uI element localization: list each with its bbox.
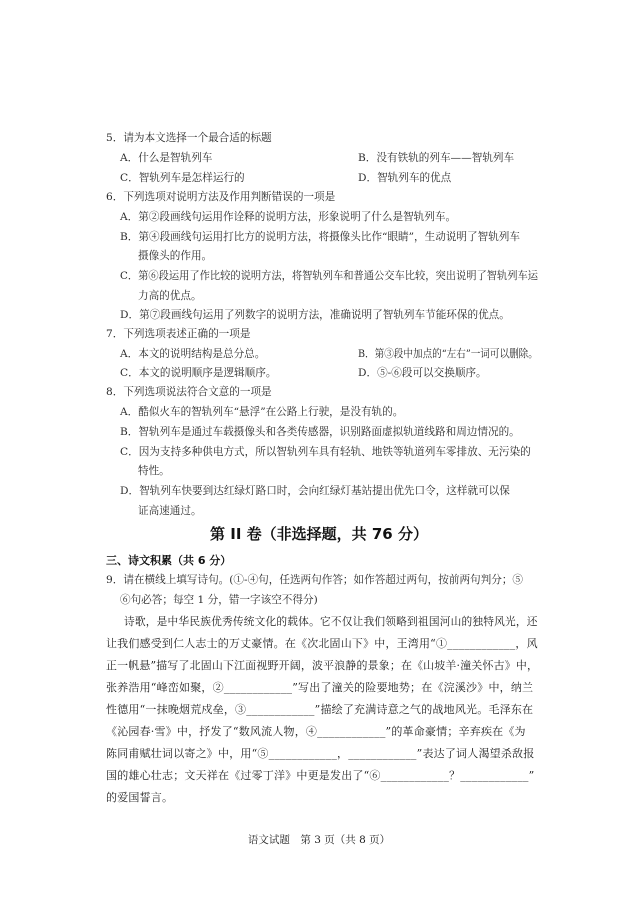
q7-stem: 7．下列选项表述正确的一项是 xyxy=(106,328,251,340)
q6-option-b-line2: 摄像头的作用。 xyxy=(138,250,213,262)
q8-option-a: A．酷似火车的智轨列车“悬浮”在公路上行驶，是没有轨的。 xyxy=(120,406,404,418)
part-2-heading: 第 II 卷（非选择题，共 76 分） xyxy=(210,525,428,543)
q9-passage-line1: 诗歌，是中华民族优秀传统文化的载体。它不仅让我们领略到祖国河山的独特风光，还 xyxy=(124,615,538,628)
q5-option-d: D．智轨列车的优点 xyxy=(358,172,452,184)
q9-passage-line8: 国的雄心壮志；文天祥在《过零丁洋》中更是发出了“⑥____________？____________” xyxy=(106,769,535,782)
q9-passage-line5: 性德用“一抹晚烟荒戍垒，③____________”描绘了充满诗意之气的战地风光。毛泽东在 xyxy=(106,703,534,716)
q5-option-a: A．什么是智轨列车 xyxy=(120,152,213,164)
q8-stem: 8．下列选项说法符合文意的一项是 xyxy=(106,386,272,398)
q9-stem-line2: ⑥句必答；每空 1 分，错一字该空不得分) xyxy=(120,594,318,606)
q6-option-c-line2: 力高的优点。 xyxy=(138,290,202,302)
q6-option-d: D．第⑦段画线句运用了列数字的说明方法，准确说明了智轨列车节能环保的优点。 xyxy=(120,309,510,321)
q7-option-c: C．本文的说明顺序是逻辑顺序。 xyxy=(120,367,277,379)
q9-passage-line2: 让我们感受到仁人志士的万丈豪情。在《次北固山下》中，王湾用“①____________，风 xyxy=(106,637,538,650)
q9-passage-line7: 陈同甫赋壮词以寄之》中，用“⑤____________，____________”表达了词人渴望杀敌报 xyxy=(106,747,535,760)
q7-option-a: A．本文的说明结构是总分总。 xyxy=(120,348,266,360)
q9-passage-line9: 的爱国誓言。 xyxy=(106,791,174,804)
q7-option-b: B．第③段中加点的“左右”一词可以删除。 xyxy=(358,348,538,360)
q6-stem: 6．下列选项对说明方法及作用判断错误的一项是 xyxy=(106,191,336,203)
q8-option-d-line1: D．智轨列车快要到达红绿灯路口时，会向红绿灯基站提出优先口令，这样就可以保 xyxy=(120,485,510,497)
q6-option-a: A．第②段画线句运用作诠释的说明方法，形象说明了什么是智轨列车。 xyxy=(120,211,457,223)
q7-option-d: D．⑤-⑥段可以交换顺序。 xyxy=(358,367,487,379)
q9-stem-line1: 9．请在横线上填写诗句。(①-④句，任选两句作答；如作答超过两句，按前两句判分；⑤ xyxy=(106,574,524,586)
q5-option-b: B．没有铁轨的列车——智轨列车 xyxy=(358,152,515,164)
q8-option-b: B．智轨列车是通过车载摄像头和各类传感器，识别路面虚拟轨道线路和周边情况的。 xyxy=(120,426,520,438)
q9-passage-line3: 正一帆悬”描写了北固山下江面视野开阔，波平浪静的景象；在《山坡羊·潼关怀古》中， xyxy=(106,659,539,672)
q9-passage-line6: 《沁园春·雪》中，抒发了“数风流人物，④____________”的革命豪情；辛弃疾在《为 xyxy=(106,725,526,738)
q8-option-c-line2: 特性。 xyxy=(138,465,170,477)
section-3-title: 三、诗文积累（共 6 分） xyxy=(106,554,232,567)
page-footer: 语文试题 第 3 页（共 8 页） xyxy=(247,834,391,846)
q8-option-d-line2: 证高速通过。 xyxy=(138,505,202,517)
q8-option-c-line1: C．因为支持多种供电方式，所以智轨列车具有轻轨、地铁等轨道列车零排放、无污染的 xyxy=(120,446,531,458)
q6-option-c-line1: C．第⑥段运用了作比较的说明方法，将智轨列车和普通公交车比较，突出说明了智轨列车运 xyxy=(120,270,539,282)
q6-option-b-line1: B．第④段画线句运用打比方的说明方法，将摄像头比作“眼睛”，生动说明了智轨列车 xyxy=(120,231,520,243)
q9-passage-line4: 张养浩用“峰峦如聚，②____________”写出了潼关的险要地势；在《浣溪沙》中，纳兰 xyxy=(106,681,534,694)
q5-option-c: C．智轨列车是怎样运行的 xyxy=(120,172,245,184)
q5-stem: 5．请为本文选择一个最合适的标题 xyxy=(106,132,272,144)
